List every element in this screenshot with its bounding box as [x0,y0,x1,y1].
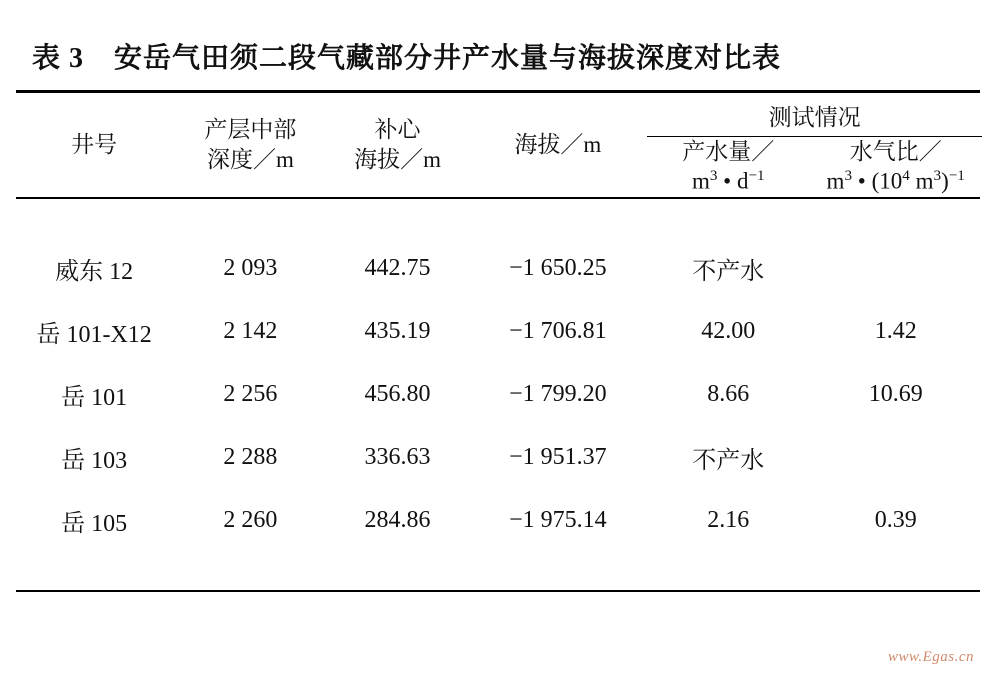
cell-well: 岳 103 [61,447,128,474]
cell-patch: 336.63 [364,443,431,470]
header-ratio-unit-paren: • (10 [857,169,903,195]
cell-water: 2.16 [707,506,750,533]
cell-ratio [809,426,982,489]
header-mid-depth: 产层中部 深度／m [204,117,297,172]
header-ratio-unit-m: m [826,169,845,195]
table-row [14,426,982,489]
data-table [14,93,982,197]
cell-patch: 435.19 [364,317,431,344]
header-water-unit-exp3: 3 [709,167,718,185]
header-water-production: 产水量／ $m^3$ • $d^{-1}$ [682,139,775,195]
header-ratio-unit-close: ) [941,169,949,195]
cell-mid-depth: 2 288 [223,443,278,470]
header-well: 井号 [71,132,118,158]
header-group-row [14,93,982,137]
header-ratio-unit-exp3b: 3 [933,167,942,185]
cell-altitude: −1 951.37 [509,443,607,470]
table-caption-label: 表 3 [32,43,85,74]
cell-mid-depth: 2 093 [223,254,278,281]
cell-water: 不产水 [692,258,765,285]
header-ratio-unit-exp3: 3 [844,167,853,185]
cell-mid-depth: 2 256 [223,380,278,407]
cell-altitude: −1 650.25 [509,254,607,281]
header-water-unit-m: m [691,169,710,195]
cell-water: 42.00 [701,317,756,344]
header-water-gas-ratio: 水气比／ $m^3$ • ($10^4$ $m^3)^{-1}$ [826,139,965,195]
header-test-group-label: 测试情况 [647,93,982,137]
cell-well: 岳 101 [61,384,128,411]
cell-ratio: 10.69 [868,380,923,407]
cell-altitude: −1 799.20 [509,380,607,407]
header-ratio-unit-m2: m [915,169,934,195]
cell-water: 不产水 [692,447,765,474]
table-caption [14,0,982,90]
cell-patch: 442.75 [364,254,431,281]
cell-well: 威东 12 [55,258,134,285]
table-row [14,237,982,300]
cell-mid-depth: 2 142 [223,317,278,344]
cell-well: 岳 105 [61,510,128,537]
cell-ratio: 0.39 [874,506,917,533]
table-header [14,93,982,197]
table-spacer-row [14,552,982,590]
watermark: www.Egas.cn [887,649,974,665]
table-row [14,300,982,363]
header-ratio-unit-exp4: 4 [902,167,910,185]
table-caption-text: 安岳气田须二段气藏部分井产水量与海拔深度对比表 [114,43,782,74]
data-table-body-wrapper [14,199,982,590]
cell-mid-depth: 2 260 [223,506,278,533]
header-altitude: 海拔／m [514,132,602,158]
header-water-unit-exp-1: −1 [748,167,765,185]
header-test-group [647,93,982,137]
cell-altitude: −1 975.14 [509,506,607,533]
cell-well: 岳 101-X12 [36,321,152,348]
cell-altitude: −1 706.81 [509,317,607,344]
cell-water: 8.66 [707,380,750,407]
header-water-unit-perday: • d [723,169,749,195]
cell-ratio: 1.42 [874,317,917,344]
cell-patch: 456.80 [364,380,431,407]
table-body [14,199,982,590]
cell-patch: 284.86 [364,506,431,533]
table-bottom-rule [16,590,980,592]
table-row [14,489,982,552]
cell-ratio [809,237,982,300]
header-patch-altitude: 补心 海拔／m [354,117,441,172]
table-spacer-row [14,199,982,237]
table-row [14,363,982,426]
header-ratio-unit-expneg1: −1 [948,167,965,185]
